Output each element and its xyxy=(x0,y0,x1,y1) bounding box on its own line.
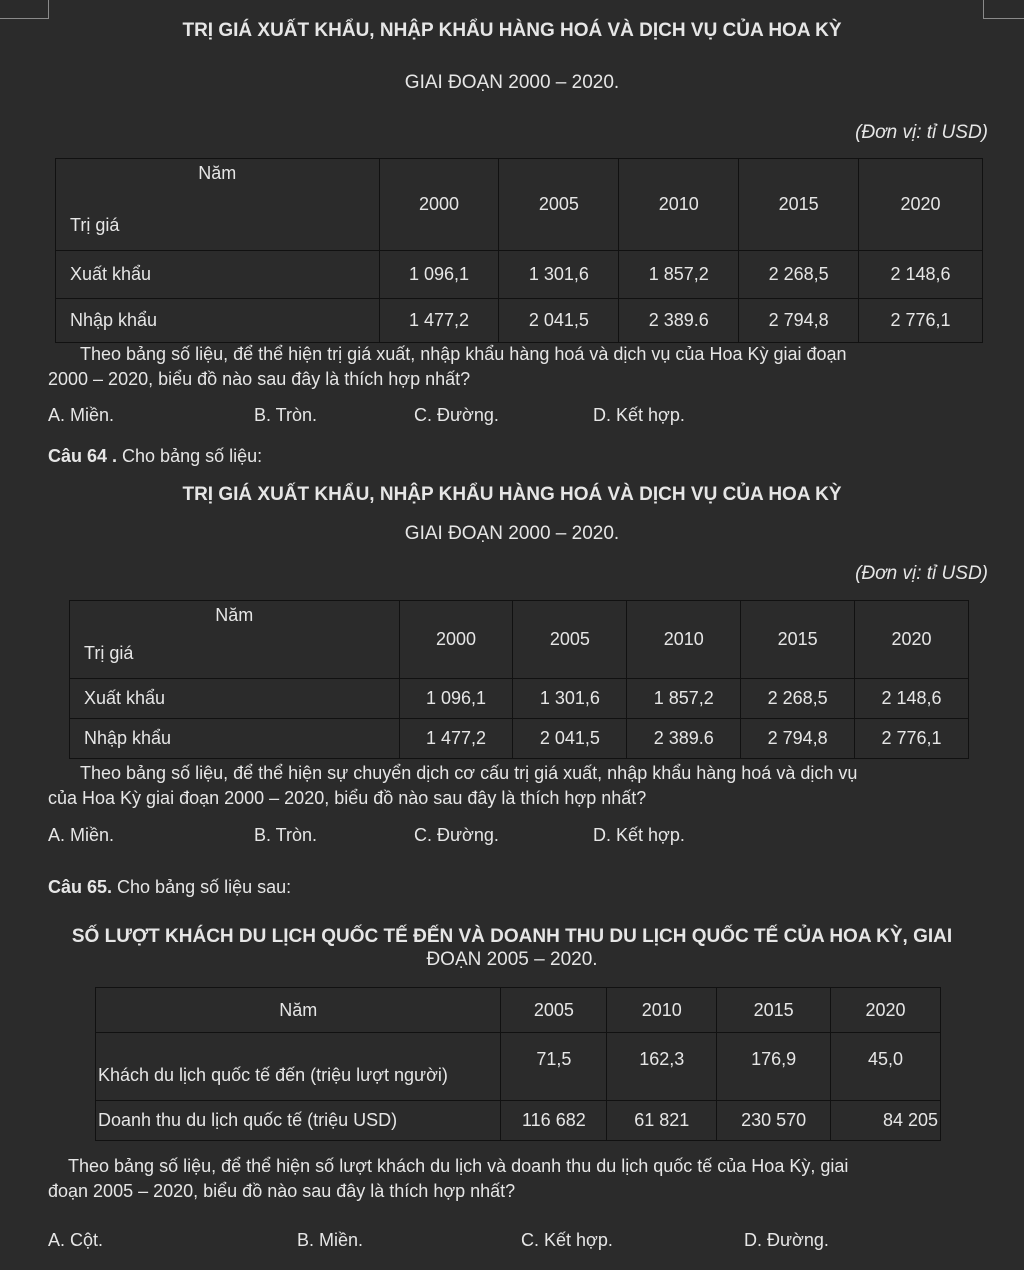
q65-intro: Cho bảng số liệu sau: xyxy=(112,877,292,897)
q64-option-d[interactable]: D. Kết hợp. xyxy=(593,825,685,845)
table-cell: 2 776,1 xyxy=(859,299,983,343)
table-cell: 71,5 xyxy=(501,1033,607,1101)
year-header: 2015 xyxy=(739,159,859,251)
table-cell: 2 268,5 xyxy=(739,251,859,299)
table-header-row xyxy=(70,601,969,679)
q63-option-b[interactable]: B. Tròn. xyxy=(254,405,318,425)
q63-question-line1: Theo bảng số liệu, để thể hiện trị giá xuất, nhập khẩu hàng hoá và dịch vụ của Hoa Kỳ giai đoạn xyxy=(80,344,847,364)
q64-intro: Cho bảng số liệu: xyxy=(117,446,263,466)
table-row xyxy=(96,1033,941,1101)
header-value-label: Trị giá xyxy=(70,215,120,235)
table-cell: 2 794,8 xyxy=(741,719,855,759)
table-cell: 61 821 xyxy=(607,1101,717,1141)
q64-heading xyxy=(48,444,262,469)
year-header: 2000 xyxy=(399,601,513,679)
table-row xyxy=(56,299,983,343)
table-cell: 176,9 xyxy=(717,1033,831,1101)
q64-unit: (Đơn vị: tỉ USD) xyxy=(855,563,988,584)
table-corner-header xyxy=(56,159,380,251)
q64-data-table xyxy=(69,600,969,759)
q65-question-line1: Theo bảng số liệu, để thể hiện số lượt khách du lịch và doanh thu du lịch quốc tế của Hoa Kỳ, giai xyxy=(68,1156,849,1176)
q65-label: Câu 65. xyxy=(48,877,113,897)
table-cell: 230 570 xyxy=(717,1101,831,1141)
q65-option-d[interactable]: D. Đường. xyxy=(744,1230,829,1250)
row-label: Xuất khẩu xyxy=(70,679,400,719)
year-header: 2005 xyxy=(501,988,607,1033)
q63-question-line2: 2000 – 2020, biểu đồ nào sau đây là thích hợp nhất? xyxy=(48,369,471,389)
table-header-row xyxy=(56,159,983,251)
table-cell: 1 857,2 xyxy=(627,679,741,719)
q64-question-line2: của Hoa Kỳ giai đoạn 2000 – 2020, biểu đồ nào sau đây là thích hợp nhất? xyxy=(48,788,647,808)
q63-option-a[interactable]: A. Miền. xyxy=(48,405,115,425)
table-cell: 45,0 xyxy=(831,1033,941,1101)
q64-option-b[interactable]: B. Tròn. xyxy=(254,825,318,845)
table-cell: 2 389.6 xyxy=(627,719,741,759)
row-label: Doanh thu du lịch quốc tế (triệu USD) xyxy=(96,1101,501,1141)
table-cell: 2 041,5 xyxy=(513,719,627,759)
year-header: 2005 xyxy=(513,601,627,679)
year-header: 2000 xyxy=(379,159,499,251)
table-cell: 1 301,6 xyxy=(513,679,627,719)
year-header: 2005 xyxy=(499,159,619,251)
header-year-label: Năm xyxy=(96,988,501,1033)
q63-data-table xyxy=(55,158,983,343)
header-value-label: Trị giá xyxy=(84,643,134,663)
q64-option-a[interactable]: A. Miền. xyxy=(48,825,115,845)
year-header: 2010 xyxy=(619,159,739,251)
table-cell: 1 096,1 xyxy=(379,251,499,299)
table-corner-header xyxy=(70,601,400,679)
q65-heading xyxy=(48,875,291,900)
q65-title-line1: SỐ LƯỢT KHÁCH DU LỊCH QUỐC TẾ ĐẾN VÀ DOANH THU DU LỊCH QUỐC TẾ CỦA HOA KỲ, GIAI xyxy=(71,926,953,947)
page-corner-mark-right xyxy=(983,0,1024,19)
year-header: 2020 xyxy=(859,159,983,251)
table-cell: 1 477,2 xyxy=(399,719,513,759)
year-header: 2010 xyxy=(627,601,741,679)
q63-title-line1: TRỊ GIÁ XUẤT KHẨU, NHẬP KHẨU HÀNG HOÁ VÀ DỊCH VỤ CỦA HOA KỲ xyxy=(182,20,842,41)
table-cell: 1 301,6 xyxy=(499,251,619,299)
header-year-label: Năm xyxy=(215,605,254,625)
header-year-label: Năm xyxy=(198,163,237,183)
table-cell: 2 148,6 xyxy=(855,679,969,719)
table-cell: 1 096,1 xyxy=(399,679,513,719)
year-header: 2010 xyxy=(607,988,717,1033)
year-header: 2020 xyxy=(831,988,941,1033)
q64-title-line1: TRỊ GIÁ XUẤT KHẨU, NHẬP KHẨU HÀNG HOÁ VÀ DỊCH VỤ CỦA HOA KỲ xyxy=(182,484,842,505)
table-cell: 2 776,1 xyxy=(855,719,969,759)
table-cell: 2 268,5 xyxy=(741,679,855,719)
q65-question-line2: đoạn 2005 – 2020, biểu đồ nào sau đây là thích hợp nhất? xyxy=(48,1181,516,1201)
table-row xyxy=(70,719,969,759)
table-cell: 116 682 xyxy=(501,1101,607,1141)
row-label: Khách du lịch quốc tế đến (triệu lượt người) xyxy=(96,1033,501,1101)
year-header: 2015 xyxy=(717,988,831,1033)
table-cell: 84 205 xyxy=(831,1101,941,1141)
year-header: 2015 xyxy=(741,601,855,679)
q63-option-c[interactable]: C. Đường. xyxy=(414,405,499,425)
table-cell: 2 148,6 xyxy=(859,251,983,299)
table-cell: 162,3 xyxy=(607,1033,717,1101)
table-cell: 1 857,2 xyxy=(619,251,739,299)
table-row xyxy=(70,679,969,719)
q63-title-line2: GIAI ĐOẠN 2000 – 2020. xyxy=(404,72,620,93)
row-label: Xuất khẩu xyxy=(56,251,380,299)
q63-unit: (Đơn vị: tỉ USD) xyxy=(855,122,988,143)
q65-title-line2: ĐOẠN 2005 – 2020. xyxy=(426,949,598,970)
table-cell: 1 477,2 xyxy=(379,299,499,343)
q63-option-d[interactable]: D. Kết hợp. xyxy=(593,405,685,425)
q65-option-a[interactable]: A. Cột. xyxy=(48,1230,104,1250)
q64-option-c[interactable]: C. Đường. xyxy=(414,825,499,845)
table-row xyxy=(56,251,983,299)
table-row xyxy=(96,1101,941,1141)
table-cell: 2 794,8 xyxy=(739,299,859,343)
table-cell: 2 389.6 xyxy=(619,299,739,343)
table-header-row xyxy=(96,988,941,1033)
page-corner-mark-left xyxy=(0,0,49,19)
row-label: Nhập khẩu xyxy=(56,299,380,343)
q64-question-line1: Theo bảng số liệu, để thể hiện sự chuyển dịch cơ cấu trị giá xuất, nhập khẩu hàng hoá và dịch vụ xyxy=(80,763,858,783)
q65-data-table xyxy=(95,987,941,1141)
q65-option-c[interactable]: C. Kết hợp. xyxy=(521,1230,613,1250)
year-header: 2020 xyxy=(855,601,969,679)
q65-option-b[interactable]: B. Miền. xyxy=(297,1230,364,1250)
table-cell: 2 041,5 xyxy=(499,299,619,343)
q64-label: Câu 64 . xyxy=(48,446,118,466)
row-label: Nhập khẩu xyxy=(70,719,400,759)
q64-title-line2: GIAI ĐOẠN 2000 – 2020. xyxy=(404,523,620,544)
